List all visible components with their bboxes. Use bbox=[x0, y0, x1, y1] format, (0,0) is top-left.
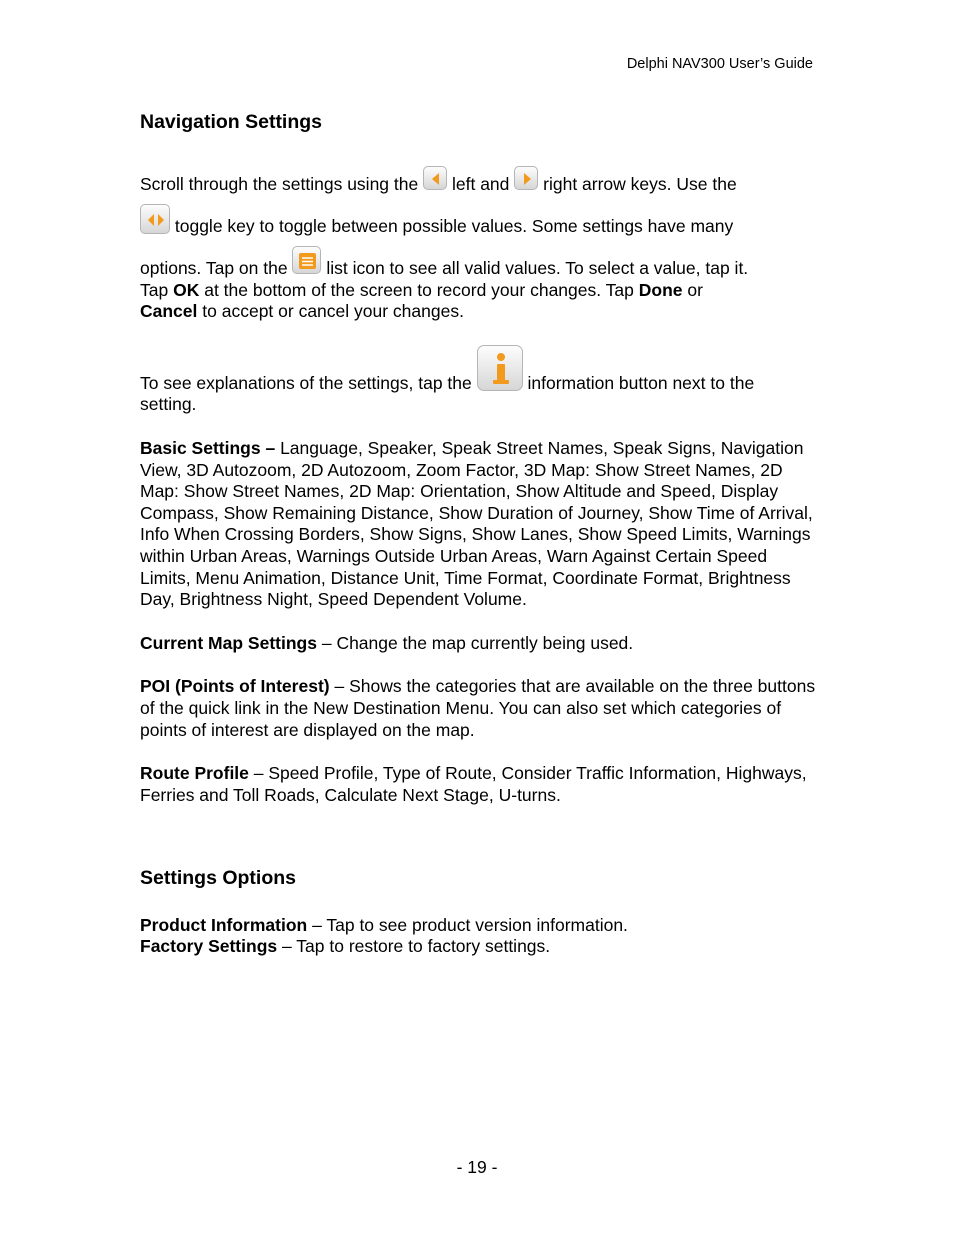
list-icon bbox=[292, 246, 321, 274]
basic-settings-label: Basic Settings – bbox=[140, 437, 276, 458]
factory-settings-label: Factory Settings bbox=[140, 936, 278, 957]
route-profile-paragraph bbox=[140, 763, 820, 806]
page-content bbox=[140, 112, 820, 958]
text-span: options. Tap on the bbox=[140, 257, 288, 278]
poi-text: – Shows the categories that are available on the three buttons of the quick link in the New Destination Menu. You can also set which categories of points of interest are displayed on the map. bbox=[140, 676, 816, 740]
done-label: Done bbox=[638, 279, 683, 300]
scroll-instructions bbox=[140, 165, 820, 288]
basic-settings-text: Language, Speaker, Speak Street Names, Speak Signs, Navigation View, 3D Autozoom, 2D Autozoom, Zoom Factor, 3D Map: Show Street Names, 2D Map: Show Street Names, 2D Map: Orientation, Show Altitude and Speed, Display Compass, Show Remaining Distance, Show Duration of Journey, Show Time of Arrival, Info When Crossing Borders, Show Signs, Show Lanes, Show Speed Limits, Warnings within Urban Areas, Warnings Outside Urban Areas, Warn Against Certain Speed Limits, Menu Animation, Distance Unit, Time Format, Coordinate Format, Brightness Day, Brightness Night, Speed Dependent Volume. bbox=[140, 437, 813, 610]
text-span: information button next to the bbox=[527, 372, 755, 393]
poi-label: POI (Points of Interest) bbox=[140, 676, 330, 697]
running-header: Delphi NAV300 User’s Guide bbox=[626, 56, 813, 72]
factory-settings-paragraph bbox=[140, 936, 820, 958]
text-span: at the bottom of the screen to record your changes. Tap bbox=[204, 279, 634, 300]
basic-settings-paragraph bbox=[140, 438, 820, 611]
text-span: or bbox=[687, 279, 703, 300]
navigation-settings-heading: Navigation Settings bbox=[140, 111, 323, 133]
text-span: To see explanations of the settings, tap the bbox=[140, 372, 472, 393]
page-number: - 19 - bbox=[456, 1157, 498, 1177]
toggle-icon bbox=[140, 204, 170, 234]
text-span: right arrow keys. Use the bbox=[543, 173, 737, 194]
current-map-text: – Change the map currently being used. bbox=[321, 632, 634, 653]
product-information-label: Product Information bbox=[140, 914, 308, 935]
poi-paragraph bbox=[140, 676, 820, 741]
info-icon bbox=[477, 345, 523, 391]
current-map-paragraph bbox=[140, 633, 820, 655]
route-profile-text: – Speed Profile, Type of Route, Consider Traffic Information, Highways, Ferries and Toll Roads, Calculate Next Stage, U-turns. bbox=[140, 763, 807, 805]
text-span: list icon to see all valid values. To select a value, tap it. bbox=[326, 257, 749, 278]
text-span: setting. bbox=[140, 394, 197, 415]
route-profile-label: Route Profile bbox=[140, 763, 249, 784]
text-span: toggle key to toggle between possible values. Some settings have many bbox=[174, 215, 734, 236]
info-instructions bbox=[140, 345, 820, 416]
text-span: to accept or cancel your changes. bbox=[202, 301, 464, 322]
cancel-label: Cancel bbox=[140, 301, 198, 322]
left-arrow-icon bbox=[423, 166, 447, 190]
text-span: Scroll through the settings using the bbox=[140, 173, 419, 194]
settings-options-heading: Settings Options bbox=[140, 867, 296, 890]
factory-settings-text: – Tap to restore to factory settings. bbox=[282, 936, 551, 957]
product-information-text: – Tap to see product version information. bbox=[312, 914, 628, 935]
right-arrow-icon bbox=[514, 166, 538, 190]
product-information-paragraph bbox=[140, 915, 820, 937]
current-map-label: Current Map Settings bbox=[140, 632, 317, 653]
text-span: left and bbox=[451, 173, 510, 194]
text-span: Tap bbox=[140, 279, 169, 300]
ok-label: OK bbox=[173, 279, 200, 300]
